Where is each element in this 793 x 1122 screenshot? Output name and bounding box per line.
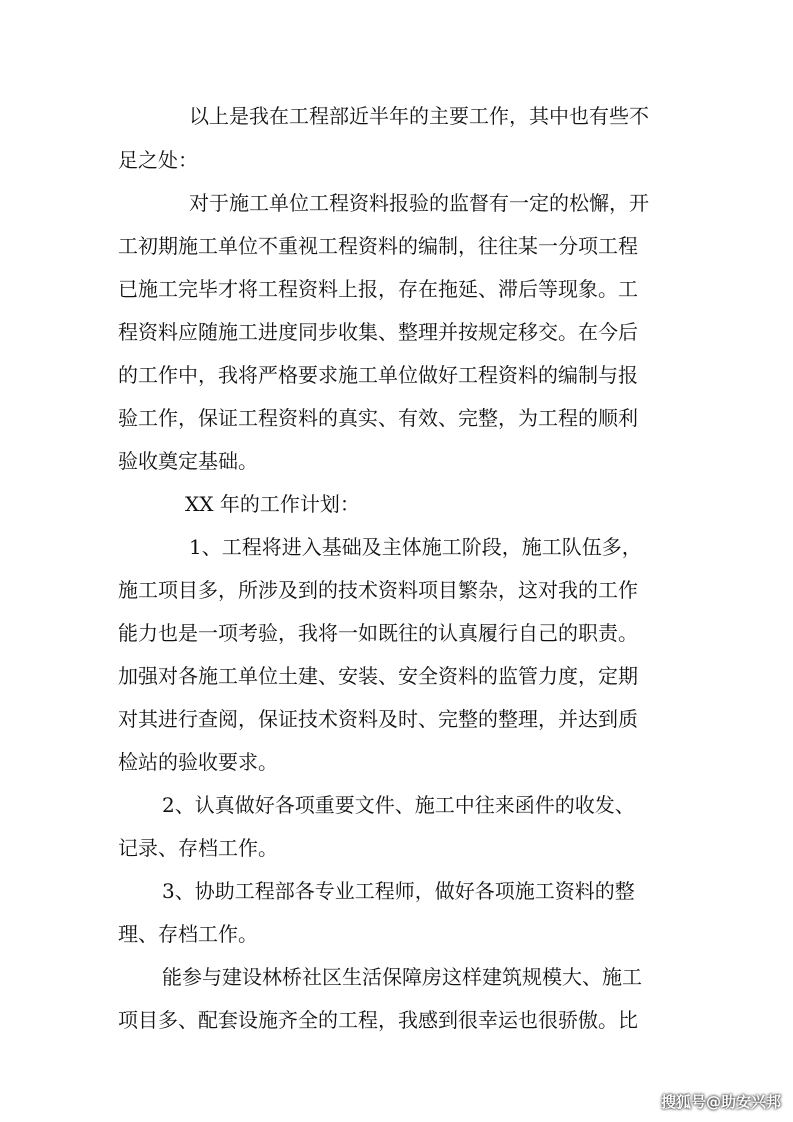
paragraph-line: 能参与建设林桥社区生活保障房这样建筑规模大、施工 [162,965,642,989]
paragraph-line: 记录、存档工作。 [118,836,278,860]
paragraph-line: 程资料应随施工进度同步收集、整理并按规定移交。在今后 [118,320,638,344]
watermark-text: 搜狐号@助安兴邦 [660,1093,781,1111]
paragraph-line: 验收奠定基础。 [118,449,258,473]
paragraph-line: 的工作中，我将严格要求施工单位做好工程资料的编制与报 [118,363,638,387]
paragraph-line: 对于施工单位工程资料报验的监督有一定的松懈，开 [189,191,649,215]
paragraph-line: 3、协助工程部各专业工程师，做好各项施工资料的整 [162,879,635,903]
section-heading: XX 年的工作计划： [185,492,360,516]
paragraph-line: 施工项目多，所涉及到的技术资料项目繁杂，这对我的工作 [118,578,638,602]
paragraph-line: 理、存档工作。 [118,922,258,946]
paragraph-line: 以上是我在工程部近半年的主要工作，其中也有些不 [189,104,649,128]
paragraph-line: 2、认真做好各项重要文件、施工中往来函件的收发、 [162,793,635,817]
paragraph-line: 项目多、配套设施齐全的工程，我感到很幸运也很骄傲。比 [118,1008,638,1032]
paragraph-line: 足之处： [118,148,198,172]
paragraph-line: 验工作，保证工程资料的真实、有效、完整，为工程的顺利 [118,406,638,430]
paragraph-line: 能力也是一项考验，我将一如既往的认真履行自己的职责。 [118,621,638,645]
paragraph-line: 1、工程将进入基础及主体施工阶段，施工队伍多， [189,535,642,559]
paragraph-line: 工初期施工单位不重视工程资料的编制，往往某一分项工程 [118,234,638,258]
paragraph-line: 已施工完毕才将工程资料上报，存在拖延、滞后等现象。工 [118,277,638,301]
paragraph-line: 检站的验收要求。 [118,750,278,774]
paragraph-line: 对其进行查阅，保证技术资料及时、完整的整理，并达到质 [118,707,638,731]
paragraph-line: 加强对各施工单位土建、安装、安全资料的监管力度，定期 [118,664,638,688]
